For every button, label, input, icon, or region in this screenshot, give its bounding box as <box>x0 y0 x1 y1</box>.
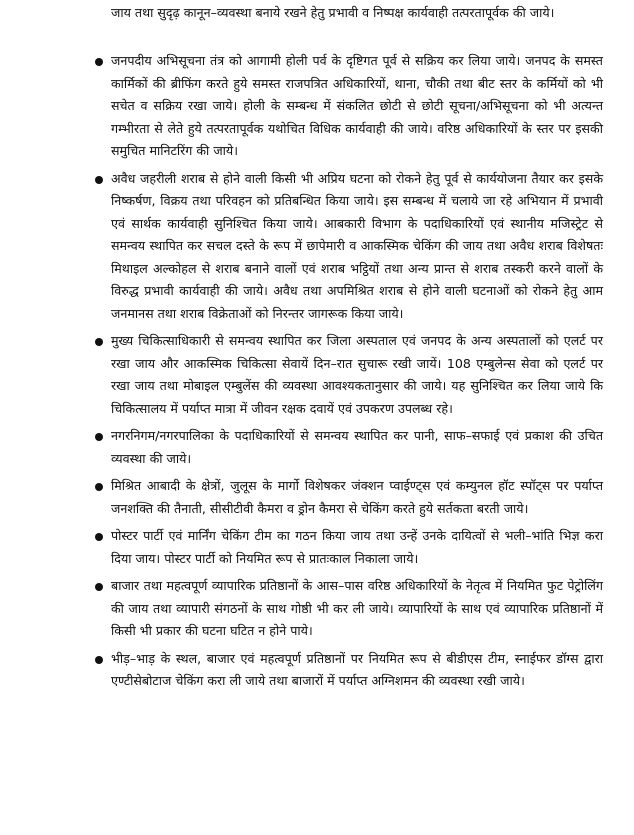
bullet-icon <box>95 583 103 591</box>
list-item <box>0 475 634 520</box>
directive-list <box>0 50 634 698</box>
list-item-text: भीड़–भाड़ के स्थल, बाजार एवं महत्वपूर्ण प्रतिष्ठानों पर नियमित रूप से बीडीएस टीम, स्नाईफर डॉग्स द्वारा एण्टीसेबोटाज चेकिंग करा ली जाये तथा बाजारों में पर्याप्त अग्निशमन की व्यवस्था रखी जाये। <box>111 650 603 688</box>
list-item <box>0 425 634 470</box>
bullet-icon <box>95 656 103 664</box>
list-item-text: बाजार तथा महत्वपूर्ण व्यापारिक प्रतिष्ठानों के आस–पास वरिष्ठ अधिकारियों के नेतृत्व में नियमित फुट पेट्रोलिंग की जाय तथा व्यापारी संगठनों के साथ गोष्ठी भी कर ली जाये। व्यापारियों के साथ एवं व्यापारिक प्रतिष्ठानों में किसी भी प्रकार की घटना घटित न होने पाये। <box>111 578 603 638</box>
list-item <box>0 648 634 693</box>
bullet-icon <box>95 58 103 66</box>
list-item <box>0 50 634 163</box>
list-item-text: नगरनिगम/नगरपालिका के पदाधिकारियों से समन्वय स्थापित कर पानी, साफ–सफाई एवं प्रकाश की उचित व्यवस्था की जाये। <box>111 428 603 466</box>
list-item <box>0 575 634 643</box>
continuation-paragraph: जाय तथा सुदृढ़ कानून–व्यवस्था बनाये रखने हेतु प्रभावी व निष्पक्ष कार्यवाही तत्परतापूर्वक की जाये। <box>111 5 555 20</box>
list-item <box>0 168 634 326</box>
bullet-icon <box>95 176 103 184</box>
list-item-text: अवैध जहरीली शराब से होने वाली किसी भी अप्रिय घटना को रोकने हेतु पूर्व से कार्ययोजना तैयार कर इसके निष्कर्षण, विक्रय तथा परिवहन को प्रतिबन्धित किया जाये। इस सम्बन्ध में चलाये जा रहे अभियान में प्रभावी एवं सार्थक कार्यवाही सुनिश्चित किया जाये। आबकारी विभाग के पदाधिकारियों एवं स्थानीय मजिस्ट्रेट से समन्वय स्थापित कर सचल दस्ते के रूप में छापेमारी व आकस्मिक चेकिंग की जाय तथा अवैध शराब विशेषतः मिथाइल अल्कोहल से शराब बनाने वालों एवं शराब भट्ठियों तथा अन्य प्रान्त से शराब तस्करी करने वालों के विरुद्ध प्रभावी कार्यवाही की जाये। अवैध तथा अपमिश्रित शराब से होने वाली घटनाओं को रोकने हेतु आम जनमानस तथा शराब विक्रेताओं को निरन्तर जागरूक किया जाये। <box>111 170 603 321</box>
list-item-text: मिश्रित आबादी के क्षेत्रों, जुलूस के मार्गो विशेषकर जंक्शन प्वाईण्ट्स एवं कम्युनल हॉट स्पॉट्स पर पर्याप्त जनशक्ति की तैनाती, सीसीटीवी कैमरा व ड्रोन कैमरा से चेकिंग करते हुये सर्तकता बरती जाये। <box>111 478 603 516</box>
bullet-icon <box>95 483 103 491</box>
list-item <box>0 525 634 570</box>
list-item-text: जनपदीय अभिसूचना तंत्र को आगामी होली पर्व के दृष्टिगत पूर्व से सक्रिय कर लिया जाये। जनपद के समस्त कार्मिकों की ब्रीफिंग करते हुये समस्त राजपत्रित अधिकारियों, थाना, चौकी तथा बीट स्तर के कर्मियों को भी सचेत व सक्रिय रखा जाये। होली के सम्बन्ध में संकलित छोटी से छोटी सूचना/अभिसूचना को भी अत्यन्त गम्भीरता से लेते हुये तत्परतापूर्वक यथोचित विधिक कार्यवाही की जाये। वरिष्ठ अधिकारियों के स्तर पर इसकी समुचित मानिटरिंग की जाये। <box>111 53 603 158</box>
bullet-icon <box>95 533 103 541</box>
list-item-text: पोस्टर पार्टी एवं मार्निंग चेकिंग टीम का गठन किया जाय तथा उन्हें उनके दायित्वों से भली–भांति भिज्ञ करा दिया जाय। पोस्टर पार्टी को नियमित रूप से प्रातःकाल निकाला जाये। <box>111 528 603 566</box>
bullet-icon <box>95 433 103 441</box>
list-item <box>0 330 634 420</box>
list-item-text: मुख्य चिकित्साधिकारी से समन्वय स्थापित कर जिला अस्पताल एवं जनपद के अन्य अस्पतालों को एलर्ट पर रखा जाय और आकस्मिक चिकित्सा सेवायें दिन–रात सुचारू रखी जायें। 108 एम्बुलेन्स सेवा को एलर्ट पर रखा जाय तथा मोबाइल एम्बुलेंस की व्यवस्था आवश्यकतानुसार की जाये। यह सुनिश्चित कर लिया जाये कि चिकित्सालय में पर्याप्त मात्रा में जीवन रक्षक दवायें एवं उपकरण उपलब्ध रहे। <box>111 333 603 416</box>
bullet-icon <box>95 338 103 346</box>
